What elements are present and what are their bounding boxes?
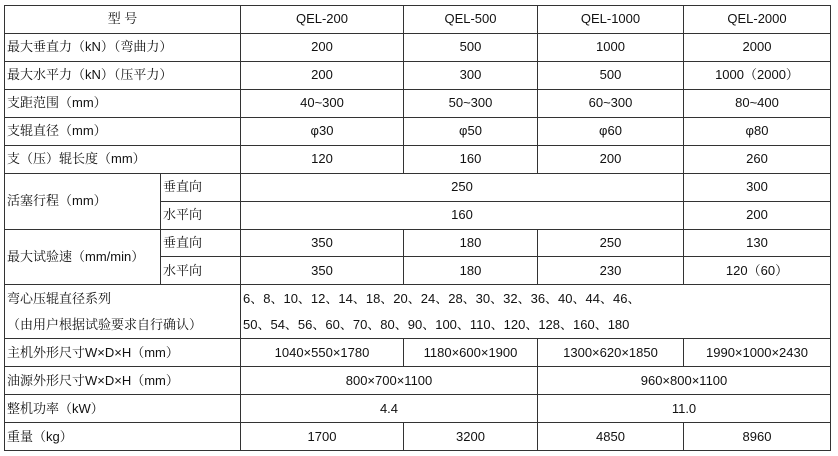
table-cell: 160 bbox=[241, 201, 684, 229]
table-cell: 11.0 bbox=[538, 395, 831, 423]
table-cell: 120 bbox=[241, 145, 404, 173]
row-label: 油源外形尺寸W×D×H（mm） bbox=[5, 367, 241, 395]
row-label: 支距范围（mm） bbox=[5, 89, 241, 117]
table-row bbox=[5, 173, 831, 201]
table-row bbox=[5, 423, 831, 451]
table-cell: 80~400 bbox=[684, 89, 831, 117]
table-row bbox=[5, 367, 831, 395]
table-row bbox=[5, 61, 831, 89]
table-cell: 1990×1000×2430 bbox=[684, 339, 831, 367]
table-row bbox=[5, 312, 831, 339]
table-cell: 120（60） bbox=[684, 257, 831, 285]
row-label: 活塞行程（mm） bbox=[5, 173, 161, 229]
row-label: 重量（kg） bbox=[5, 423, 241, 451]
sub-row-label: 水平向 bbox=[161, 257, 241, 285]
table-cell: φ80 bbox=[684, 117, 831, 145]
type-label: 型 号 bbox=[5, 6, 241, 34]
table-cell: 40~300 bbox=[241, 89, 404, 117]
table-cell: 4850 bbox=[538, 423, 684, 451]
table-cell: 1040×550×1780 bbox=[241, 339, 404, 367]
table-row bbox=[5, 285, 831, 312]
model-header: QEL-2000 bbox=[684, 6, 831, 34]
row-label: （由用户根据试验要求自行确认） bbox=[5, 312, 241, 339]
table-cell: 350 bbox=[241, 229, 404, 257]
row-label: 支辊直径（mm） bbox=[5, 117, 241, 145]
table-cell: 260 bbox=[684, 145, 831, 173]
table-cell: 800×700×1100 bbox=[241, 367, 538, 395]
table-row bbox=[5, 117, 831, 145]
sub-row-label: 垂直向 bbox=[161, 173, 241, 201]
table-cell: 180 bbox=[404, 257, 538, 285]
table-cell: 1000 bbox=[538, 33, 684, 61]
table-row bbox=[5, 145, 831, 173]
table-cell: 160 bbox=[404, 145, 538, 173]
table-row bbox=[5, 395, 831, 423]
row-label: 弯心压辊直径系列 bbox=[5, 285, 241, 312]
row-label: 主机外形尺寸W×D×H（mm） bbox=[5, 339, 241, 367]
row-label: 支（压）辊长度（mm） bbox=[5, 145, 241, 173]
table-cell: 350 bbox=[241, 257, 404, 285]
model-header: QEL-200 bbox=[241, 6, 404, 34]
table-cell: 200 bbox=[684, 201, 831, 229]
table-cell: 1180×600×1900 bbox=[404, 339, 538, 367]
table-row bbox=[5, 229, 831, 257]
table-row bbox=[5, 89, 831, 117]
row-label: 整机功率（kW） bbox=[5, 395, 241, 423]
spec-table bbox=[4, 5, 831, 451]
table-row bbox=[5, 33, 831, 61]
row-label: 最大试验速（mm/min） bbox=[5, 229, 161, 285]
model-header: QEL-1000 bbox=[538, 6, 684, 34]
table-cell: 300 bbox=[404, 61, 538, 89]
table-cell: 50~300 bbox=[404, 89, 538, 117]
table-cell: 1300×620×1850 bbox=[538, 339, 684, 367]
table-cell: 1000（2000） bbox=[684, 61, 831, 89]
table-cell: φ50 bbox=[404, 117, 538, 145]
table-cell: 6、8、10、12、14、18、20、24、28、30、32、36、40、44、46、 bbox=[241, 285, 831, 312]
model-header: QEL-500 bbox=[404, 6, 538, 34]
table-cell: 230 bbox=[538, 257, 684, 285]
table-cell: 300 bbox=[684, 173, 831, 201]
header-row bbox=[5, 6, 831, 34]
table-cell: 130 bbox=[684, 229, 831, 257]
table-cell: φ30 bbox=[241, 117, 404, 145]
table-cell: 3200 bbox=[404, 423, 538, 451]
table-row bbox=[5, 339, 831, 367]
sub-row-label: 垂直向 bbox=[161, 229, 241, 257]
row-label: 最大水平力（kN）（压平力） bbox=[5, 61, 241, 89]
table-cell: 4.4 bbox=[241, 395, 538, 423]
table-cell: 500 bbox=[538, 61, 684, 89]
table-cell: 60~300 bbox=[538, 89, 684, 117]
row-label: 最大垂直力（kN）（弯曲力） bbox=[5, 33, 241, 61]
table-cell: 180 bbox=[404, 229, 538, 257]
table-cell: 200 bbox=[241, 61, 404, 89]
table-cell: 1700 bbox=[241, 423, 404, 451]
table-cell: 500 bbox=[404, 33, 538, 61]
sub-row-label: 水平向 bbox=[161, 201, 241, 229]
table-cell: 250 bbox=[241, 173, 684, 201]
table-cell: 2000 bbox=[684, 33, 831, 61]
table-cell: 960×800×1100 bbox=[538, 367, 831, 395]
table-cell: φ60 bbox=[538, 117, 684, 145]
table-cell: 200 bbox=[538, 145, 684, 173]
table-cell: 200 bbox=[241, 33, 404, 61]
table-cell: 250 bbox=[538, 229, 684, 257]
table-cell: 8960 bbox=[684, 423, 831, 451]
table-cell: 50、54、56、60、70、80、90、100、110、120、128、160、180 bbox=[241, 312, 831, 339]
